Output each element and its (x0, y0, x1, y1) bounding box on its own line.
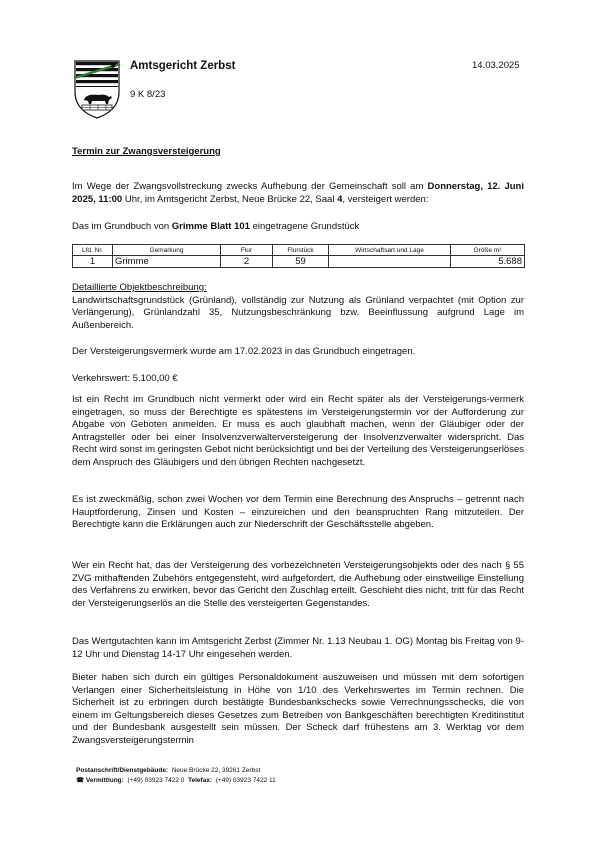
table-cell: 5.688 (451, 256, 525, 268)
court-name: Amtsgericht Zerbst (130, 60, 236, 72)
fax-value: (+49) 03923 7422 11 (215, 776, 276, 784)
description-title: Detaillierte Objektbeschreibung: (72, 282, 207, 293)
table-cell: 1 (73, 256, 113, 268)
description-text: Landwirtschaftsgrundstück (Grünland), vollständig zur Nutzung als Grünland verpachtet (mit Option zur Verlängerung), Grünlandzahl 35, Nutzungsbeschränkung bzw. Beeinflussung aufgrund Lage im Außenbereich. (72, 294, 524, 331)
table-header-row (73, 245, 525, 256)
rights-paragraph: Ist ein Recht im Grundbuch nicht vermerkt oder wird ein Recht später als der Versteigerungs-vermerk eingetragen, so muss der Berechtigte es spätestens im Versteigerungstermin vor der Aufforderung zur Abgabe von Geboten anmelden. Er muss es auch glaubhaft machen, wenn der Gläubiger oder der Antragsteller oder bei einer Insolvenzverwalterversteigerung der Insolvenzverwalter widerspricht. Das Recht wird sonst im geringsten Gebot nicht berücksichtigt und bei der Verteilung des Versteigerungserlöses dem Anspruch des Gläubigers und den übrigen Rechten nachgesetzt. (72, 394, 524, 468)
address-label: Postanschrift/Dienstgebäude: (76, 767, 169, 774)
footer-phone-line (76, 776, 276, 786)
table-cell: 2 (221, 256, 273, 268)
table-cell: 59 (273, 256, 329, 268)
registration-note: Der Versteigerungsvermerk wurde am 17.02.2023 in das Grundbuch eingetragen. (72, 346, 416, 357)
column-header: Lfd. Nr. (73, 245, 113, 256)
auction-date: Donnerstag, 12. Juni 2025, 11:00 (72, 181, 524, 205)
land-register-place: Grimme Blatt 101 (171, 221, 250, 232)
phone-value: (+49) 03923 7422 0 (127, 776, 185, 784)
land-register-text-2: eingetragene Grundstück (249, 221, 360, 232)
column-header: Flurstück (273, 245, 329, 256)
phone-label: ☎ Vermittlung: (76, 776, 124, 784)
parcel-table (72, 244, 525, 268)
auction-room: 4 (337, 193, 343, 205)
claims-paragraph: Es ist zweckmäßig, schon zwei Wochen vor dem Termin eine Berechnung des Anspruchs – getrennt nach Hauptforderung, Zinsen und Kosten – einzureichen und den beanspruchten Rang mitzuteilen. Der Berechtigte kann die Erklärungen auch zur Niederschrift der Geschäftsstelle abgeben. (72, 494, 524, 530)
address-value: Neue Brücke 22, 39261 Zerbst (171, 767, 261, 774)
description-block (72, 282, 524, 332)
column-header: Flur (221, 245, 273, 256)
footer-address-line (76, 766, 276, 776)
table-cell (329, 256, 451, 268)
table-row (73, 256, 525, 268)
column-header: Größe m² (451, 245, 525, 256)
market-value: Verkehrswert: 5.100,00 € (72, 373, 178, 384)
intro-text-2: Uhr, im Amtsgericht Zerbst, Neue Brücke 22, Saal (122, 193, 338, 205)
document-heading: Termin zur Zwangsversteigerung (72, 146, 221, 157)
column-header: Wirtschaftsart und Lage (329, 245, 451, 256)
land-register-paragraph (72, 221, 524, 234)
column-header: Gemarkung (113, 245, 221, 256)
land-register-text-1: Das im Grundbuch von (72, 221, 172, 232)
fax-label: Telefax: (188, 776, 213, 784)
intro-text-1: Im Wege der Zwangsvollstreckung zwecks Aufhebung der Gemeinschaft soll am (72, 181, 428, 192)
intro-paragraph (72, 181, 524, 206)
case-number: 9 K 8/23 (130, 89, 166, 100)
objection-paragraph: Wer ein Recht hat, das der Versteigerung des vorbezeichneten Versteigerungsobjekts oder des nach § 55 ZVG mithaftenden Zubehörs entgegensteht, wird aufgefordert, die Aufhebung oder einstweilige Einstellung des Verfahrens zu erwirken, bevor das Gericht den Zuschlag erteilt. Geschieht dies nicht, tritt für das Recht der Versteigerungserlös an die Stelle des versteigerten Gegenstandes. (72, 560, 524, 609)
footer (76, 766, 276, 785)
coat-of-arms-logo (72, 58, 122, 120)
intro-text-3: , versteigert werden: (342, 193, 429, 205)
document-date: 14.03.2025 (472, 60, 520, 71)
bidders-paragraph: Bieter haben sich durch ein gültiges Personaldokument auszuweisen und müssen mit dem sofortigen Verlangen einer Sicherheitsleistung in Höhe von 1/10 des Verkehrswertes im Termin rechnen. Die Sicherheit ist zu erbringen durch bestätigte Bundesbankschecks sowie Verrechnungsschecks, die von einem im Geltungsbereich dieses Gesetzes zum Betreiben von Bankgeschäften berechtigten Kreditinstitut und der Bundesbank ausgestellt sein müssen. Der Scheck darf frühestens am 3. Werktag vor dem Zwangsversteigerungstermin (72, 672, 524, 746)
appraisal-paragraph: Das Wertgutachten kann im Amtsgericht Zerbst (Zimmer Nr. 1.13 Neubau 1. OG) Montag bis Freitag von 9-12 Uhr und Dienstag 14-17 Uhr eingesehen werden. (72, 636, 524, 660)
table-cell: Grimme (113, 256, 221, 268)
